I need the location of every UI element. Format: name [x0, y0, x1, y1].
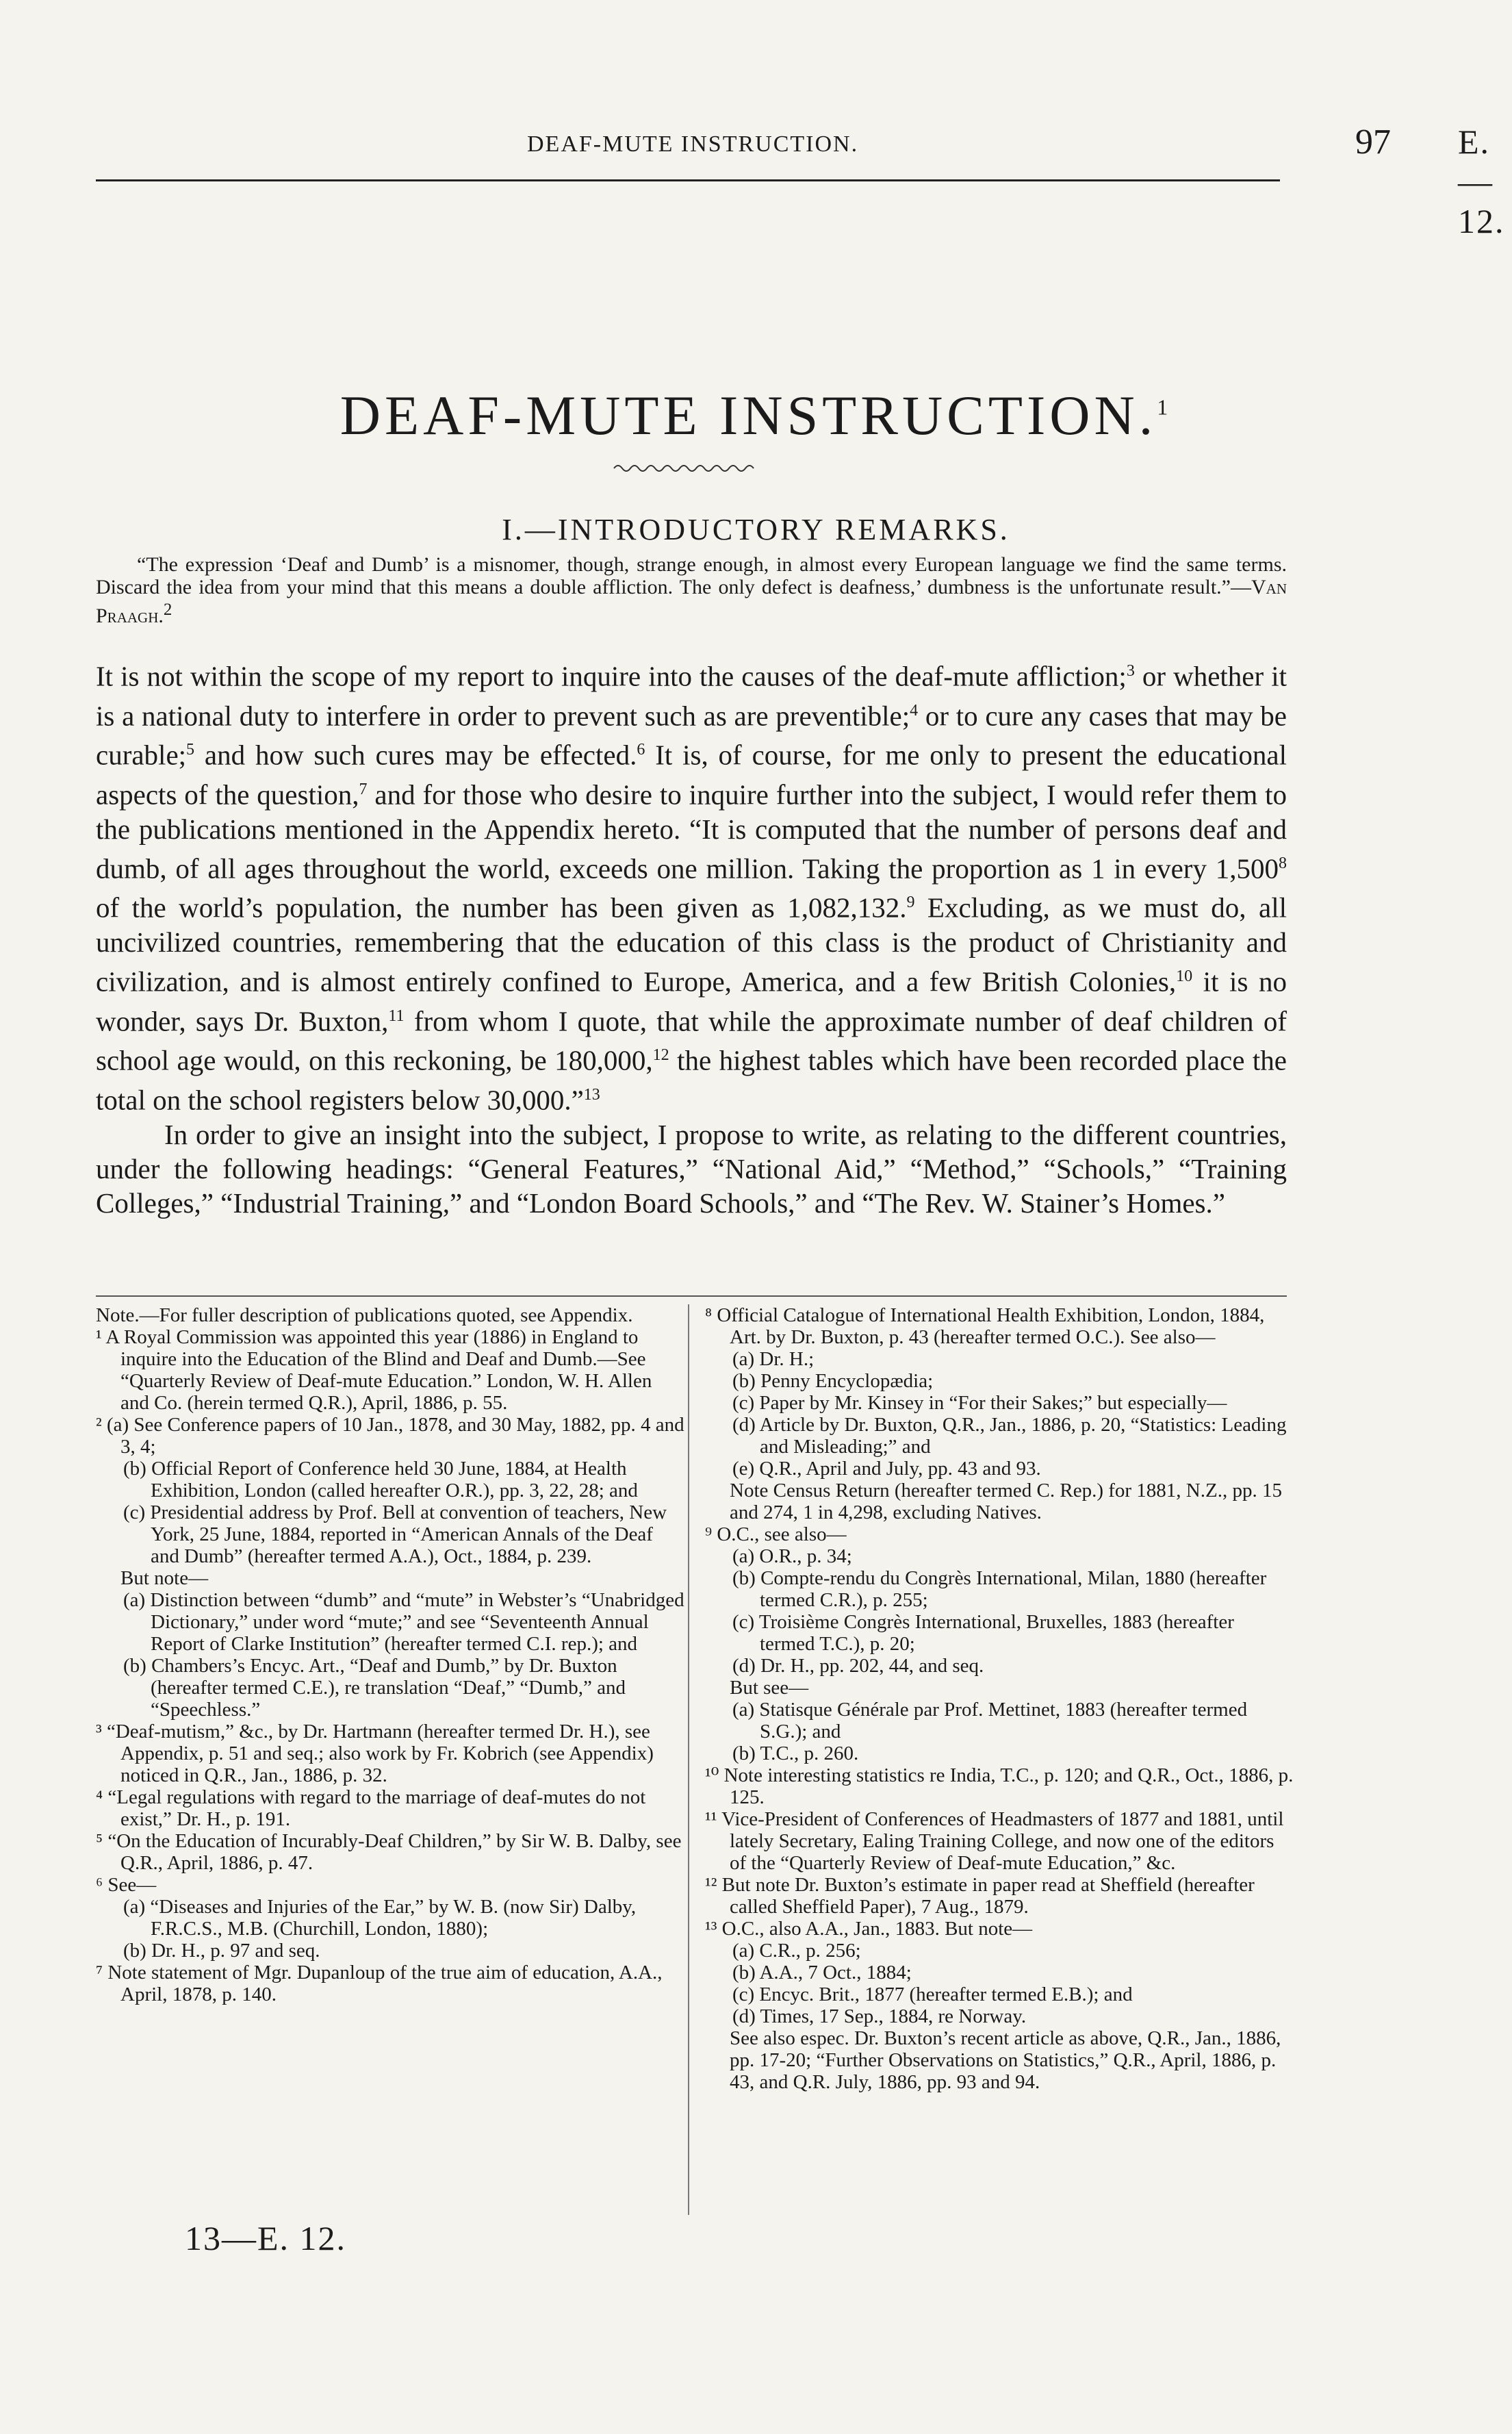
footnote-marker: 3 [1126, 662, 1135, 680]
footer-signature: 13—E. 12. [185, 2219, 347, 2257]
footnote-marker: 8 [1279, 854, 1287, 872]
footnote: ⁹ O.C., see also— [705, 1523, 847, 1545]
footnote: (b) Penny Encyclopædia; [732, 1370, 934, 1392]
paragraph-text: or to cure any cases that may be curable; [96, 700, 1287, 771]
running-head-title: DEAF-MUTE INSTRUCTION. [527, 131, 859, 157]
footnote: (a) Statisque Générale par Prof. Mettinet, 1883 (hereafter termed S.G.); and [732, 1699, 1248, 1742]
footnote: (a) Distinction between “dumb” and “mute” in Webster’s “Unabridged Dictionary,” under word “mute;” and see “Seventeenth Annual Report of Clarke Institution” (hereafter termed C.I. rep.); and [123, 1589, 684, 1655]
footnote: (a) C.R., p. 256; [732, 1940, 861, 1962]
column-divider [688, 1304, 689, 2215]
footnote: (d) Times, 17 Sep., 1884, re Norway. [732, 2005, 1027, 2027]
footnote-marker: 6 [637, 741, 645, 759]
document-code: E.—12. [1458, 123, 1505, 240]
paragraph-text: and how such cures may be effected. [194, 739, 637, 771]
footnote: (c) Troisième Congrès International, Bruxelles, 1883 (hereafter termed T.C.), p. 20; [732, 1611, 1234, 1655]
paragraph-text: or whether it is a national duty to interfere in order to prevent such as are preventible; [96, 660, 1287, 732]
page-title-text: DEAF-MUTE INSTRUCTION. [339, 384, 1157, 446]
footnote: (b) A.A., 7 Oct., 1884; [732, 1962, 912, 1983]
title-footnote-marker: 1 [1157, 394, 1173, 420]
footnote: ² (a) See Conference papers of 10 Jan., 1878, and 30 May, 1882, pp. 4 and 3, 4; [96, 1414, 684, 1458]
footnote-marker: 7 [359, 780, 368, 798]
footnote: (c) Presidential address by Prof. Bell at convention of teachers, New York, 25 June, 1884, reported in “American Annals of the Deaf and Dumb” (hereafter termed A.A.), Oct., 1884, p. 239. [123, 1501, 667, 1567]
footnote-marker: 13 [583, 1085, 600, 1104]
footnote: ⁷ Note statement of Mgr. Dupanloup of the true aim of education, A.A., April, 1878, p. 140. [96, 1962, 663, 2005]
footnote: (b) Compte-rendu du Congrès International, Milan, 1880 (hereafter termed C.R.), p. 255; [732, 1567, 1267, 1611]
paragraph-text: of the world’s population, the number has been given as 1,082,132. [96, 891, 907, 924]
footnote: ⁶ See— [96, 1874, 157, 1896]
footnote: (b) Dr. H., p. 97 and seq. [123, 1940, 320, 1962]
epigraph-author: Van Praagh. [96, 576, 1287, 627]
footnote: ⁵ “On the Education of Incurably-Deaf Children,” by Sir W. B. Dalby, see Q.R., April, 1886, p. 47. [96, 1830, 682, 1874]
paragraph-text: and for those who desire to inquire further into the subject, I would refer them to the publications mentioned in the Appendix hereto. “It is computed that the number of persons deaf and dumb, of all ages throughout the world, exceeds one million. Taking the proportion as 1 in every 1,500 [96, 778, 1287, 885]
footnote: ³ “Deaf-mutism,” &c., by Dr. Hartmann (hereafter termed Dr. H.), see Appendix, p. 51 and seq.; also work by Fr. Kobrich (see Appendix) noticed in Q.R., Jan., 1886, p. 32. [96, 1721, 654, 1786]
section-heading: I.—INTRODUCTORY REMARKS. [502, 513, 1010, 546]
footnote: ⁸ Official Catalogue of International Health Exhibition, London, 1884, Art. by Dr. Buxton, p. 43 (hereafter termed O.C.). See also— [705, 1304, 1265, 1348]
footnotes-left-column [96, 1304, 684, 2005]
paragraph-text: Excluding, as we must do, all uncivilized countries, remembering that the education of this class is the product of Christianity and civilization, and is almost entirely confined to Europe, America, and a few British Colonies, [96, 891, 1287, 998]
footnote: ¹³ O.C., also A.A., Jan., 1883. But note— [705, 1918, 1033, 1940]
footnote: (d) Dr. H., pp. 202, 44, and seq. [732, 1655, 984, 1677]
paragraph-text: the highest tables which have been recorded place the total on the school registers below 30,000.” [96, 1044, 1287, 1116]
footnote: But note— [120, 1567, 209, 1589]
running-head [96, 122, 1505, 240]
footnote: (b) Official Report of Conference held 30 June, 1884, at Health Exhibition, London (called hereafter O.R.), pp. 3, 22, 28; and [123, 1458, 638, 1501]
paragraph-1 [96, 654, 1287, 1117]
footnote: (a) Dr. H.; [732, 1348, 815, 1370]
body-text [96, 654, 1287, 1220]
footnote-marker: 12 [652, 1046, 669, 1065]
footnote: (a) “Diseases and Injuries of the Ear,” by W. B. (now Sir) Dalby, F.R.C.S., M.B. (Churchill, London, 1880); [123, 1896, 637, 1940]
footnote-rule [705, 1295, 1287, 1297]
footnotes-right-column [705, 1304, 1294, 2093]
epigraph-footnote-marker: 2 [163, 600, 172, 619]
footnote: Note Census Return (hereafter termed C. Rep.) for 1881, N.Z., pp. 15 and 274, 1 in 4,298, excluding Natives. [730, 1480, 1282, 1523]
footnote: ¹² But note Dr. Buxton’s estimate in paper read at Sheffield (hereafter called Sheffield Paper), 7 Aug., 1879. [705, 1874, 1255, 1918]
footnote-marker: 10 [1176, 967, 1193, 985]
paragraph-text: from whom I quote, that while the approximate number of deaf children of school age would, on this reckoning, be 180,000, [96, 1005, 1287, 1076]
footnote-marker: 9 [906, 893, 915, 912]
footnote: Note.—For fuller description of publications quoted, see Appendix. [96, 1304, 633, 1326]
footnote-marker: 4 [910, 701, 919, 720]
epigraph [96, 553, 1287, 627]
footnote: ⁴ “Legal regulations with regard to the marriage of deaf-mutes do not exist,” Dr. H., p. 191. [96, 1786, 646, 1830]
footnote-marker: 5 [186, 741, 195, 759]
epigraph-text: “The expression ‘Deaf and Dumb’ is a misnomer, though, strange enough, in almost every European language we find the same terms. Discard the idea from your mind that this means a double affliction. The only defect is deafness,’ dumbness is the unfortunate result.”— [96, 553, 1287, 598]
footnote: But see— [730, 1677, 809, 1699]
footnote: ¹¹ Vice-President of Conferences of Headmasters of 1877 and 1881, until lately Secretary, Ealing Training College, and now one of the editors of the “Quarterly Review of Deaf-mute Education,” &c. [705, 1808, 1284, 1874]
footnote: (e) Q.R., April and July, pp. 43 and 93. [732, 1458, 1041, 1480]
footnote: (a) O.R., p. 34; [732, 1545, 852, 1567]
footnote: (c) Encyc. Brit., 1877 (hereafter termed E.B.); and [732, 1983, 1133, 2005]
paragraph-text: it is no wonder, says Dr. Buxton, [96, 965, 1287, 1037]
footnote: See also espec. Dr. Buxton’s recent article as above, Q.R., Jan., 1886, pp. 17-20; “Further Observations on Statistics,” Q.R., April, 1886, p. 43, and Q.R. July, 1886, pp. 93 and 94. [730, 2027, 1281, 2093]
footnote-marker: 11 [388, 1006, 405, 1025]
decorative-flourish [613, 460, 756, 472]
paragraph-text: It is, of course, for me only to present the educational aspects of the question, [96, 739, 1287, 811]
paragraph-text: It is not within the scope of my report to inquire into the causes of the deaf-mute affliction; [96, 660, 1127, 692]
footnote-rule [96, 1295, 705, 1297]
page-number: 97 [1355, 123, 1391, 162]
footnote: (d) Article by Dr. Buxton, Q.R., Jan., 1886, p. 20, “Statistics: Leading and Misleading;” and [732, 1414, 1287, 1458]
paragraph-2: In order to give an insight into the subject, I propose to write, as relating to the different countries, under the following headings: “General Features,” “National Aid,” “Method,” “Schools,” “Training Colleges,” “Industrial Training,” and “London Board Schools,” and “The Rev. W. Stainer’s Homes.” [96, 1118, 1287, 1219]
footnote: (c) Paper by Mr. Kinsey in “For their Sakes;” but especially— [732, 1392, 1227, 1414]
page-title [0, 383, 1512, 448]
footnote: ¹⁰ Note interesting statistics re India, T.C., p. 120; and Q.R., Oct., 1886, p. 125. [705, 1764, 1294, 1808]
footnote: (b) Chambers’s Encyc. Art., “Deaf and Dumb,” by Dr. Buxton (hereafter termed C.E.), re translation “Deaf,” “Dumb,” and “Speechless.” [123, 1655, 626, 1721]
header-rule [96, 179, 1280, 181]
footnote: (b) T.C., p. 260. [732, 1742, 859, 1764]
footnote: ¹ A Royal Commission was appointed this year (1886) in England to inquire into the Education of the Blind and Deaf and Dumb.—See “Quarterly Review of Deaf-mute Education.” London, W. H. Allen and Co. (herein termed Q.R.), April, 1886, p. 55. [96, 1326, 652, 1414]
